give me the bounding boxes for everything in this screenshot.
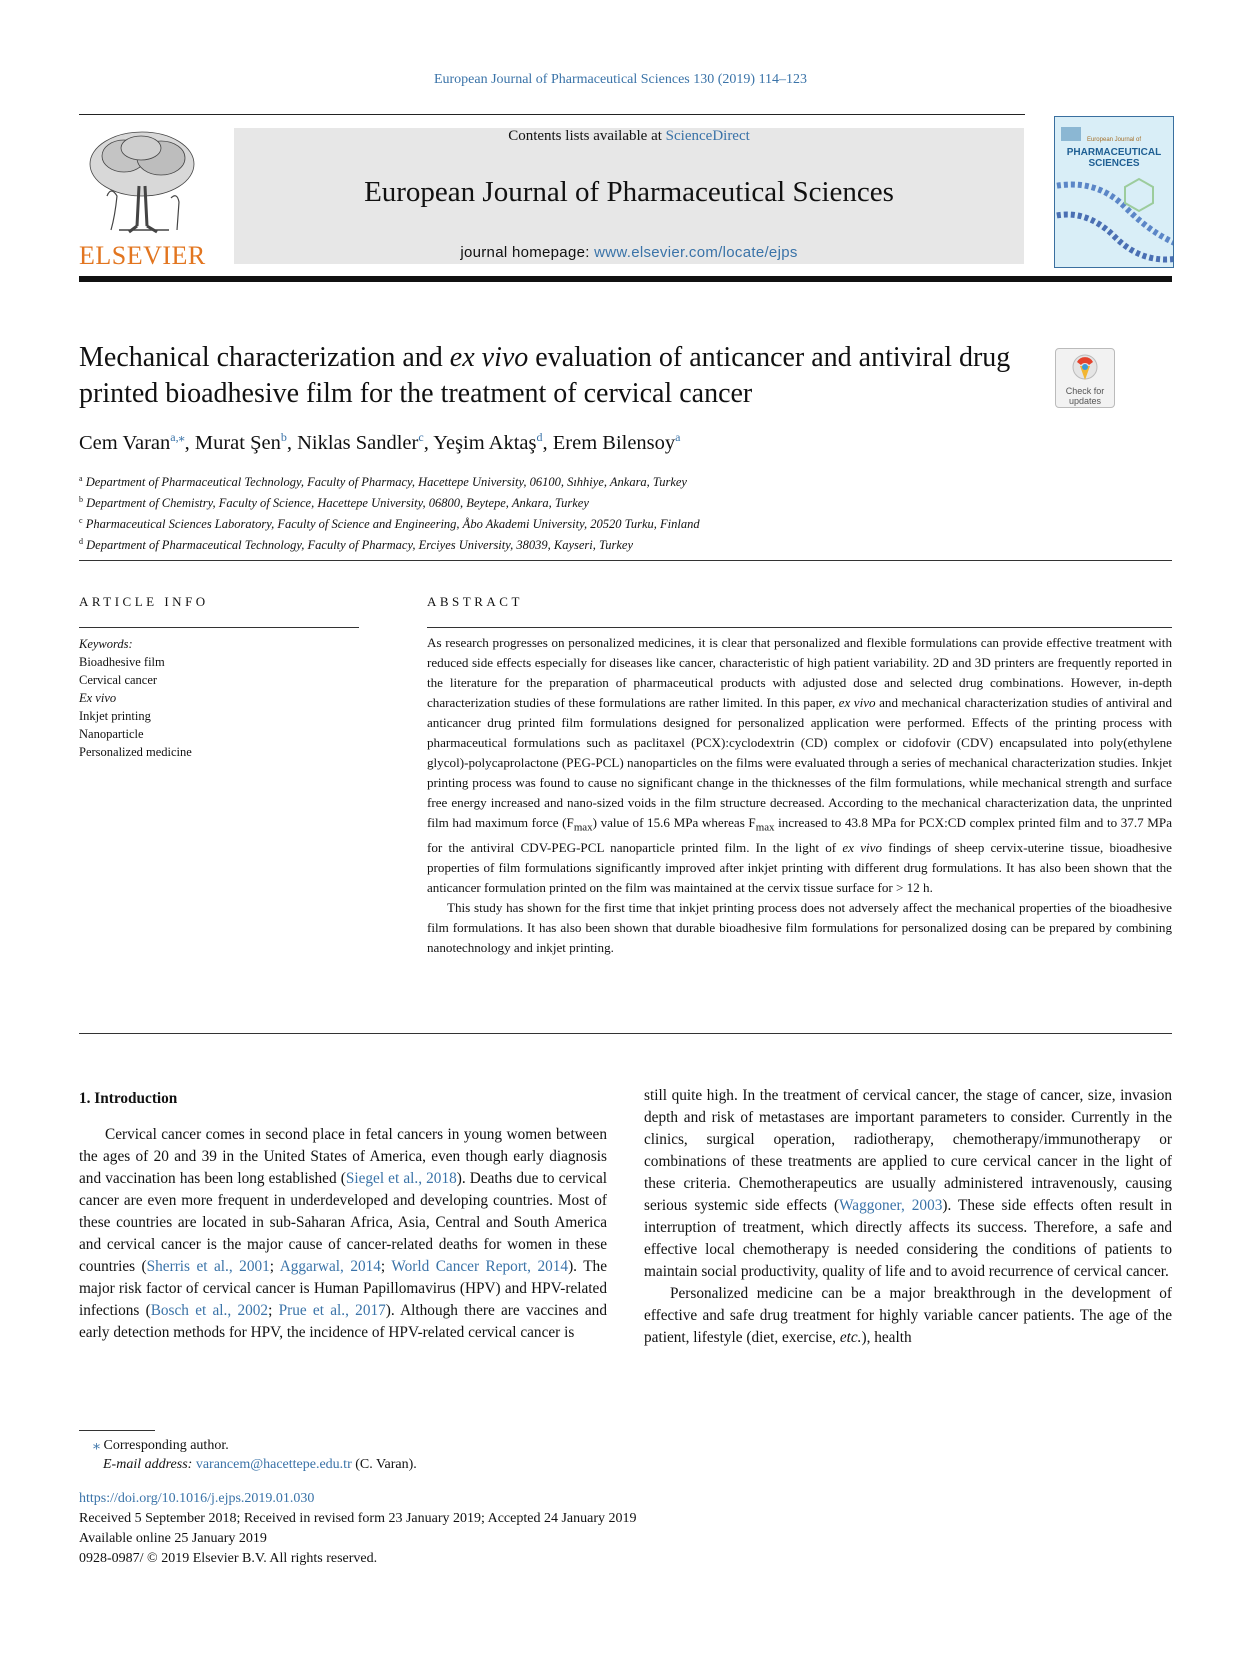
author-list: Cem Varan$^{a,⁎}$, Murat Şen$^b$, Niklas Sandler$^c$, Yeşim Aktaş$^d$, Erem Bilensoy$^a$ (79, 430, 681, 454)
author-affiliation-link[interactable]: a (675, 430, 681, 444)
keyword: Inkjet printing (79, 709, 151, 723)
elsevier-wordmark: ELSEVIER (79, 241, 206, 270)
abstract-paragraph: As research progresses on personalized medicines, it is clear that personalized and flexible formulations can provide effective treatment with reduced side effects especially for diseases like cancer, characteristic of high patient variability. 2D and 3D printers are frequently reported in the literature for the preparation of pharmaceutical products with adjusted dose and selected drug combinations. However, in-depth characterization studies of these formulations are rather limited. In this paper, ex vivo and mechanical characterization studies of antiviral and anticancer drug printed film formulations designed for personalized application were performed. Effects of the printing process with pharmaceutical formulations such as paclitaxel (PCX):cyclodextrin (CD) complex or cidofovir (CDV) encapsulated into poly(ethylene glycol)-polycaprolactone (PEG-PCL) nanoparticles on the films were evaluated through a series of mechanical characterization studies. Inkjet printing process was found to cause no significant change in the thicknesses of the film formulations, while mechanical strength and surface free energy increased and nano-sized voids in the film structure decreased. According to the mechanical characterization data, the unprinted film had maximum force $(F_{max})$ value of 15.6 MPa whereas $F_{max}$ increased to 43.8 MPa for PCX:CD complex printed film and to 37.7 MPa for the antiviral CDV-PEG-PCL nanoparticle printed film. In the light of ex vivo findings of sheep cervix-uterine tissue, bioadhesive properties of film formulations significantly improved after inkjet printing with different drug formulations. It has also been shown that the anticancer formulation printed on the film was maintained at the cervix tissue surface for > 12 h. (427, 635, 1173, 895)
homepage-link[interactable]: www.elsevier.com/locate/ejps (594, 244, 798, 261)
email-line: E-mail address: varancem@hacettepe.edu.tr (C. Varan). (103, 1457, 417, 1472)
contents-line: Contents lists available at ScienceDirect (508, 128, 750, 144)
body-paragraph: still quite high. In the treatment of cervical cancer, the stage of cancer, size, invasion depth and risk of metastases are important parameters to consider. Currently in the clinics, surgical operation, radiotherapy, chemotherapy/immunotherapy or combinations of these treatments are applied to cure cervical cancer in the light of these criteria. Chemotherapeutics are usually administered intravenously, causing serious systemic side effects (Waggoner, 2003). These side effects often result in interruption of treatment, which directly affects its success. Therefore, a safe and effective local chemotherapy is needed considering the conditions of patients to maintain social productivity, quality of life and to avoid recurrence of cervical cancer. (644, 1087, 1172, 1280)
homepage-line: journal homepage: www.elsevier.com/locate/ejps (460, 244, 798, 261)
keyword: Cervical cancer (79, 673, 158, 687)
abstract-text (427, 633, 1172, 958)
citation-link[interactable]: Siegel et al., 2018 (345, 1170, 457, 1187)
citation-link[interactable]: Sherris et al., 2001 (146, 1258, 270, 1275)
journal-name: European Journal of Pharmaceutical Sciences (364, 176, 894, 208)
citation-link[interactable]: Waggoner, 2003 (839, 1197, 943, 1214)
author: Murat Şen (194, 431, 281, 454)
abstract-bottom-rule (79, 1033, 1172, 1034)
author: Yeşim Aktaş (433, 431, 537, 454)
crossmark-label: Check for updates (1065, 386, 1105, 406)
affiliation: $^c$ Pharmaceutical Sciences Laboratory, Faculty of Science and Engineering, Åbo Akademi University, 20520 Turku, Finland (79, 516, 700, 532)
check-for-updates-button[interactable] (1055, 348, 1115, 408)
copyright: 0928-0987/ © 2019 Elsevier B.V. All rights reserved. (79, 1551, 378, 1566)
keywords-label: Keywords: (79, 637, 133, 651)
section-heading-introduction: 1. Introduction (79, 1090, 178, 1107)
cover-small-text: European Journal of (1086, 137, 1142, 143)
keyword: Nanoparticle (79, 727, 144, 741)
doi-link[interactable]: https://doi.org/10.1016/j.ejps.2019.01.030 (79, 1491, 315, 1506)
crossmark-icon (1072, 354, 1098, 384)
keyword: Ex vivo (79, 691, 117, 705)
header-thick-rule (79, 276, 1172, 282)
author-affiliation-link[interactable]: d (536, 430, 543, 444)
journal-reference-link[interactable]: European Journal of Pharmaceutical Sciences 130 (2019) 114–123 (433, 72, 808, 87)
citation-link[interactable]: World Cancer Report, 2014 (391, 1258, 569, 1275)
author-affiliation-link[interactable]: b (280, 430, 287, 444)
available-online: Available online 25 January 2019 (79, 1531, 267, 1546)
citation-link[interactable]: Aggarwal, 2014 (279, 1258, 381, 1275)
body-paragraph: Cervical cancer comes in second place in fetal cancers in young women between the ages of 20 and 39 in the United States of America, even though early diagnosis and vaccination has been long established (Siegel et al., 2018). Deaths due to cervical cancer are even more frequent in underdeveloped and developing countries. Most of these countries are located in sub-Saharan Africa, Asia, Central and South America and cervical cancer is the major cause of cancer-related deaths for women in these countries (Sherris et al., 2001; Aggarwal, 2014; World Cancer Report, 2014). The major risk factor of cervical cancer is Human Papillomavirus (HPV) and HPV-related infections (Bosch et al., 2002; Prue et al., 2017). Although there are vaccines and early detection methods for HPV, the incidence of HPV-related cervical cancer is (79, 1126, 608, 1341)
author: Erem Bilensoy (552, 431, 676, 454)
abstract-paragraph: This study has shown for the first time that inkjet printing process does not adversely affect the mechanical properties of the bioadhesive film formulations. It has also been shown that durable bioadhesive film formulations for personalized dosing can be prepared by combining nanotechnology and inkjet printing. (427, 899, 1172, 955)
keywords-list (79, 635, 192, 761)
affiliation: $^d$ Department of Pharmaceutical Technology, Faculty of Pharmacy, Erciyes University, 38039, Kayseri, Turkey (79, 537, 634, 553)
affiliations (79, 470, 700, 555)
cover-title: PHARMACEUTICAL SCIENCES (1066, 147, 1162, 169)
article-info-rule (79, 627, 359, 628)
header-rule (79, 114, 1025, 115)
sciencedirect-link[interactable]: ScienceDirect (665, 128, 750, 144)
dates-line: Received 5 September 2018; Received in revised form 23 January 2019; Accepted 24 January 2019 (79, 1511, 637, 1526)
article-info-heading: ARTICLE INFO (79, 594, 209, 609)
corresponding-author-note: ⁎ Corresponding author. (93, 1438, 229, 1453)
article-title: Mechanical characterization and ex vivo evaluation of anticancer and antiviral drug printed bioadhesive film for the treatment of cervical cancer (79, 342, 1011, 409)
citation-link[interactable]: Prue et al., 2017 (278, 1302, 386, 1319)
keyword: Personalized medicine (79, 745, 192, 759)
author: Niklas Sandler (297, 431, 419, 454)
journal-cover-thumbnail[interactable] (1054, 116, 1174, 268)
elsevier-logo (79, 126, 206, 270)
abstract-rule (427, 627, 1172, 628)
author-affiliation-link[interactable]: a,⁎ (170, 430, 185, 444)
affiliation: $^b$ Department of Chemistry, Faculty of Science, Hacettepe University, 06800, Beytepe, Ankara, Turkey (79, 495, 589, 511)
body-paragraph: Personalized medicine can be a major breakthrough in the development of effective and safe drug treatment for highly variable cancer patients. The age of the patient, lifestyle (diet, exercise, etc.), health (644, 1285, 1172, 1346)
article-footer (79, 1489, 637, 1569)
affiliation: $^a$ Department of Pharmaceutical Technology, Faculty of Pharmacy, Hacettepe University, 06100, Sıhhiye, Ankara, Turkey (79, 474, 687, 490)
body-column-right (644, 1085, 1172, 1349)
body-column-left (79, 1088, 607, 1344)
keyword: Bioadhesive film (79, 655, 165, 669)
journal-banner (234, 128, 1024, 264)
footnote (93, 1436, 417, 1474)
tree-logo-icon (79, 126, 205, 234)
abstract-heading: ABSTRACT (427, 594, 523, 609)
email-link[interactable]: varancem@hacettepe.edu.tr (195, 1457, 352, 1472)
author: Cem Varan (79, 431, 171, 454)
section-rule (79, 560, 1172, 561)
footnote-rule (79, 1430, 155, 1431)
citation-link[interactable]: Bosch et al., 2002 (150, 1302, 269, 1319)
author-affiliation-link[interactable]: c (418, 430, 424, 444)
